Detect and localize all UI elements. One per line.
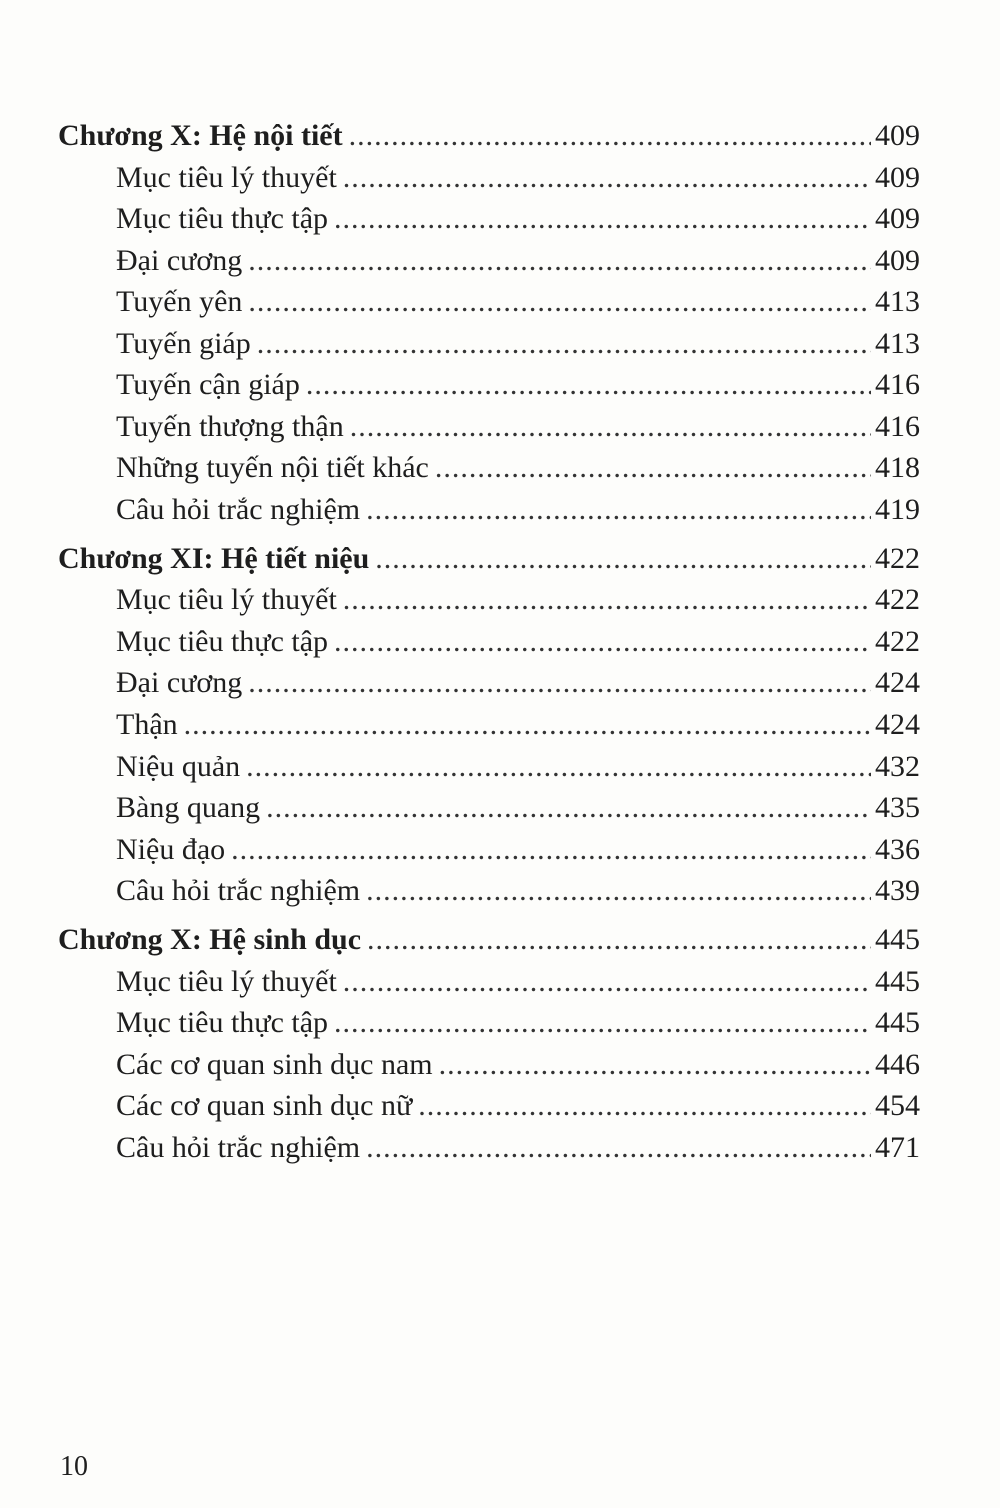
toc-entry-title: Thận [116,708,178,741]
dot-leader [334,201,871,237]
toc-entry-page: 422 [875,625,920,658]
toc-chapter-entry [58,114,920,154]
toc-entry-title: Niệu đạo [116,833,226,866]
toc-entry [116,578,920,618]
toc-entry-title: Câu hỏi trắc nghiệm [116,493,361,526]
toc-entry [116,239,920,279]
toc-entry-page: 416 [875,410,920,443]
dot-leader [366,1130,871,1166]
toc-entry-page: 413 [875,327,920,360]
toc-entry-page: 409 [875,119,920,152]
dot-leader [343,582,871,618]
toc-entry-title: Đại cương [116,244,243,277]
toc-entry-title: Các cơ quan sinh dục nam [116,1048,433,1081]
toc-entry-title: Chương XI: Hệ tiết niệu [58,542,370,575]
dot-leader [350,409,871,445]
toc-entry-title: Những tuyến nội tiết khác [116,451,429,484]
dot-leader [231,832,871,868]
toc-entry [116,869,920,909]
toc-entry-title: Chương X: Hệ nội tiết [58,119,343,152]
dot-leader [257,326,871,362]
toc-entry-page: 422 [875,583,920,616]
toc-entry-title: Tuyến cận giáp [116,368,300,401]
toc-entry-page: 435 [875,791,920,824]
dot-leader [435,450,871,486]
toc-entry-title: Mục tiêu lý thuyết [116,161,337,194]
dot-leader [349,118,871,154]
toc-entry [116,786,920,826]
toc-entry-page: 446 [875,1048,920,1081]
toc-entry [116,828,920,868]
page-number: 10 [60,1451,88,1482]
dot-leader [366,492,871,528]
toc-entry [116,405,920,445]
toc-entry-page: 422 [875,542,920,575]
dot-leader [334,624,871,660]
toc-entry-title: Tuyến giáp [116,327,251,360]
toc-entry [116,363,920,403]
toc-entry-page: 424 [875,708,920,741]
toc-entry [116,1126,920,1166]
toc-entry-title: Mục tiêu thực tập [116,1006,329,1039]
toc-entry [116,1043,920,1083]
toc-entry [116,446,920,486]
toc-entry-page: 445 [875,923,920,956]
toc-entry-title: Câu hỏi trắc nghiệm [116,874,361,907]
toc-entry-page: 418 [875,451,920,484]
toc-entry-page: 409 [875,161,920,194]
toc-entry [116,488,920,528]
toc-entry-page: 454 [875,1089,920,1122]
dot-leader [184,707,871,743]
dot-leader [334,1005,871,1041]
toc-entry-title: Đại cương [116,666,243,699]
dot-leader [343,964,871,1000]
toc-entry-title: Tuyến thượng thận [116,410,344,443]
toc-entry-page: 409 [875,202,920,235]
toc-entry-title: Mục tiêu lý thuyết [116,583,337,616]
toc-entry [116,661,920,701]
toc-entry-title: Mục tiêu lý thuyết [116,965,337,998]
toc-entry-page: 432 [875,750,920,783]
toc-entry-title: Mục tiêu thực tập [116,202,329,235]
toc-entry [116,960,920,1000]
dot-leader [248,284,871,320]
dot-leader [366,873,871,909]
toc-entry [116,620,920,660]
toc-entry-page: 445 [875,965,920,998]
toc-entry-title: Niệu quản [116,750,241,783]
dot-leader [418,1088,871,1124]
toc-entry [116,745,920,785]
toc-entry-page: 416 [875,368,920,401]
toc-entry-page: 419 [875,493,920,526]
dot-leader [375,541,871,577]
toc-entry [116,1084,920,1124]
toc-entry-page: 445 [875,1006,920,1039]
toc-entry [116,1001,920,1041]
toc-chapter-entry [58,918,920,958]
dot-leader [246,749,871,785]
toc-entry [116,280,920,320]
toc-entry [116,703,920,743]
toc-entry-title: Các cơ quan sinh dục nữ [116,1089,413,1122]
toc-entry-title: Tuyến yên [116,285,243,318]
toc-entry [116,322,920,362]
toc-entry-page: 424 [875,666,920,699]
toc-entry-title: Mục tiêu thực tập [116,625,329,658]
dot-leader [248,243,871,279]
dot-leader [367,922,871,958]
toc-entry-page: 409 [875,244,920,277]
toc-entry-title: Bàng quang [116,791,261,824]
toc-chapter-entry [58,537,920,577]
dot-leader [439,1047,871,1083]
dot-leader [266,790,871,826]
toc-entry-title: Câu hỏi trắc nghiệm [116,1131,361,1164]
dot-leader [343,160,871,196]
dot-leader [306,367,871,403]
toc-entry-page: 439 [875,874,920,907]
toc-entry [116,197,920,237]
toc-entry [116,156,920,196]
toc-entry-page: 436 [875,833,920,866]
toc-entry-page: 471 [875,1131,920,1164]
toc-entry-page: 413 [875,285,920,318]
toc-entry-title: Chương X: Hệ sinh dục [58,923,362,956]
dot-leader [248,665,871,701]
